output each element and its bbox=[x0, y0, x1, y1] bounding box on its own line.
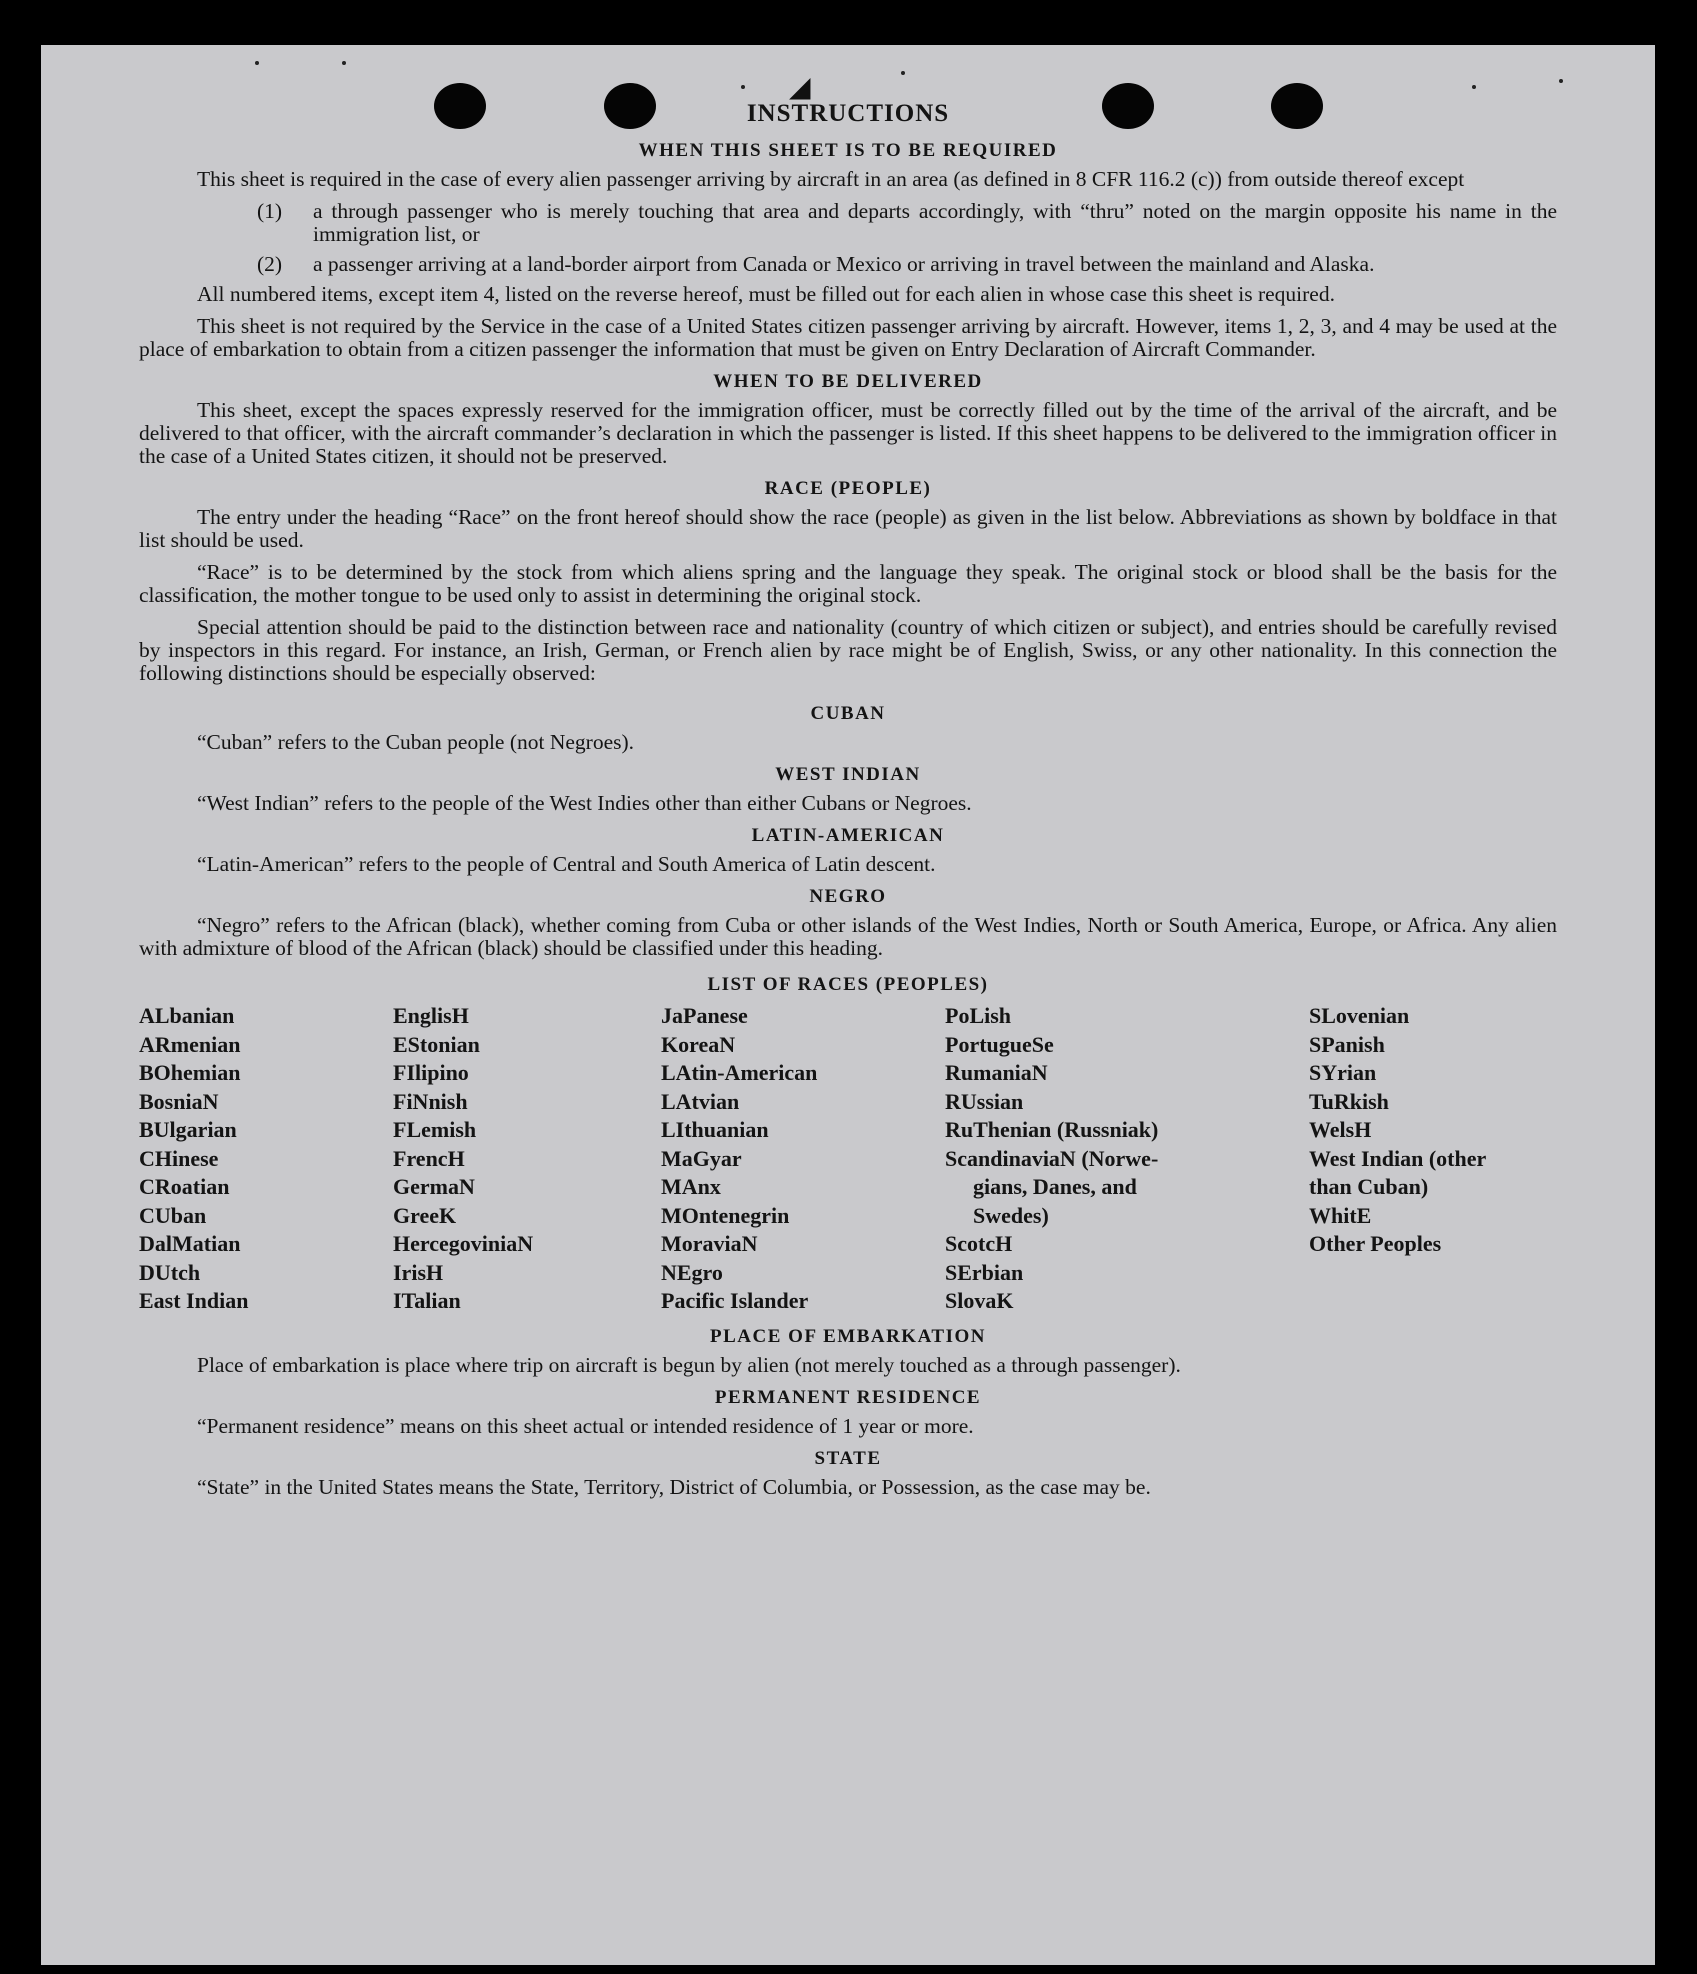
race-entry-continued: gians, Danes, and bbox=[973, 1174, 1137, 1199]
race-entry: East Indian bbox=[139, 1288, 249, 1313]
heading-cuban: CUBAN bbox=[810, 703, 886, 724]
race-entry: MOntenegrin bbox=[661, 1202, 790, 1228]
race-entry: FLemish bbox=[393, 1117, 477, 1142]
race-entry: LAtin-American bbox=[661, 1060, 818, 1085]
race-entry: PortugueSe bbox=[945, 1031, 1054, 1057]
speck bbox=[342, 61, 346, 65]
race-entry: KoreaN bbox=[661, 1031, 736, 1057]
heading-place-of-embarkation: PLACE OF EMBARKATION bbox=[710, 1325, 986, 1347]
race-entry: MAnx bbox=[661, 1174, 721, 1199]
races-column-4 bbox=[945, 1002, 1309, 1316]
heading-list-of-races: LIST OF RACES (PEOPLES) bbox=[707, 974, 989, 995]
race-entry: ARmenian bbox=[139, 1031, 241, 1057]
race-entry: FIlipino bbox=[393, 1060, 469, 1085]
definition-negro: “Negro” refers to the African (black), whether coming from Cuba or other islands of the West Indies, North or South America, Europe, or Africa. Any alien with admixture of blood of the African (black) should be classified under this heading. bbox=[139, 913, 1557, 960]
race-entry: CHinese bbox=[139, 1145, 219, 1171]
race-entry: SErbian bbox=[945, 1259, 1024, 1285]
race-entry: JaPanese bbox=[661, 1003, 748, 1028]
heading-race: RACE (PEOPLE) bbox=[764, 478, 932, 499]
list-item bbox=[139, 200, 1557, 246]
list-item bbox=[139, 253, 1557, 276]
heading-state: STATE bbox=[814, 1447, 882, 1469]
definition-west-indian: “West Indian” refers to the people of the West Indies other than either Cubans or Negroes. bbox=[197, 791, 972, 815]
race-entry: CRoatian bbox=[139, 1174, 230, 1199]
race-entry: LIthuanian bbox=[661, 1117, 769, 1142]
race-entry: EStonian bbox=[393, 1031, 480, 1057]
race-entry: RUssian bbox=[945, 1088, 1024, 1114]
paragraph: This sheet is required in the case of every alien passenger arriving by aircraft in an area (as defined in 8 CFR 116.2 (c)) from outside thereof except bbox=[197, 167, 1465, 191]
race-entry: WhitE bbox=[1309, 1202, 1372, 1228]
race-entry-continued: Swedes) bbox=[973, 1202, 1049, 1228]
race-entry: SPanish bbox=[1309, 1031, 1385, 1057]
race-entry: ScotcH bbox=[945, 1231, 1013, 1256]
race-entry: SlovaK bbox=[945, 1288, 1014, 1313]
speck bbox=[255, 61, 259, 65]
speck bbox=[1472, 85, 1476, 89]
races-column-3 bbox=[661, 1002, 945, 1316]
document-sheet bbox=[41, 45, 1655, 1965]
race-entry: West Indian (other bbox=[1309, 1145, 1487, 1171]
race-entry: FrencH bbox=[393, 1145, 465, 1171]
race-entry: ALbanian bbox=[139, 1003, 235, 1028]
paragraph: Special attention should be paid to the distinction between race and nationality (country of which citizen or subject), and entries should be carefully revised by inspectors in this regard. For instance, an Irish, German, or French alien by race might be of English, Swiss, or any other nationality. In this connection the following distinctions should be especially observed: bbox=[139, 615, 1557, 685]
race-entry: GreeK bbox=[393, 1202, 457, 1228]
races-column-5 bbox=[1309, 1002, 1557, 1316]
race-entry: RumaniaN bbox=[945, 1060, 1048, 1085]
definition-residence: “Permanent residence” means on this sheet actual or intended residence of 1 year or more. bbox=[197, 1413, 974, 1438]
race-entry: MoraviaN bbox=[661, 1231, 758, 1256]
definition-cuban: “Cuban” refers to the Cuban people (not Negroes). bbox=[197, 730, 635, 754]
definition-embarkation: Place of embarkation is place where trip on aircraft is begun by alien (not merely touched as a through passenger). bbox=[197, 1352, 1181, 1377]
heading-negro: NEGRO bbox=[809, 886, 887, 907]
definition-state: “State” in the United States means the State, Territory, District of Columbia, or Possession, as the case may be. bbox=[197, 1474, 1151, 1499]
item-number: (2) bbox=[257, 252, 283, 276]
races-list bbox=[139, 1002, 1557, 1316]
speck bbox=[741, 85, 745, 89]
race-entry: ITalian bbox=[393, 1288, 461, 1313]
race-entry: HercegoviniaN bbox=[393, 1231, 534, 1256]
speck bbox=[901, 71, 905, 75]
race-entry: IrisH bbox=[393, 1259, 444, 1285]
race-entry: Pacific Islander bbox=[661, 1288, 809, 1313]
item-number: (1) bbox=[257, 199, 283, 223]
race-entry: SLovenian bbox=[1309, 1003, 1410, 1028]
race-entry: BosniaN bbox=[139, 1088, 219, 1114]
paragraph: All numbered items, except item 4, listed on the reverse hereof, must be filled out for each alien in whose case this sheet is required. bbox=[197, 282, 1335, 306]
race-entry: SYrian bbox=[1309, 1060, 1377, 1085]
race-entry: BUlgarian bbox=[139, 1117, 237, 1142]
race-entry: ScandinaviaN (Norwe- bbox=[945, 1145, 1159, 1171]
speck bbox=[1559, 79, 1563, 83]
race-entry: MaGyar bbox=[661, 1145, 742, 1171]
race-entry: DalMatian bbox=[139, 1231, 241, 1256]
item-text: a through passenger who is merely touching that area and departs accordingly, with “thru” noted on the margin opposite his name in the immigration list, or bbox=[313, 199, 1557, 246]
races-column-2 bbox=[393, 1002, 661, 1316]
paragraph: This sheet, except the spaces expressly reserved for the immigration officer, must be correctly filled out by the time of the arrival of the aircraft, and be delivered to that officer, with the aircraft commander’s declaration in which the passenger is listed. If this sheet happens to be delivered to the immigration officer in the case of a United States citizen, it should not be preserved. bbox=[139, 398, 1557, 468]
race-entry: FiNnish bbox=[393, 1088, 468, 1114]
race-entry: EnglisH bbox=[393, 1003, 469, 1028]
race-entry: TuRkish bbox=[1309, 1088, 1389, 1114]
race-entry-continued: than Cuban) bbox=[1309, 1174, 1429, 1199]
race-entry: GermaN bbox=[393, 1174, 475, 1199]
race-entry: BOhemian bbox=[139, 1060, 241, 1085]
heading-when-required: WHEN THIS SHEET IS TO BE REQUIRED bbox=[638, 140, 1058, 161]
page-title: INSTRUCTIONS bbox=[746, 100, 950, 127]
paragraph: This sheet is not required by the Service in the case of a United States citizen passenger arriving by aircraft. However, items 1, 2, 3, and 4 may be used at the place of embarkation to obtain from a citizen passenger the information that must be given on Entry Declaration of Aircraft Commander. bbox=[139, 314, 1557, 361]
race-entry: WelsH bbox=[1309, 1117, 1372, 1142]
race-entry: PoLish bbox=[945, 1003, 1012, 1028]
race-entry: CUban bbox=[139, 1202, 207, 1228]
race-entry: LAtvian bbox=[661, 1088, 740, 1114]
race-entry: NEgro bbox=[661, 1259, 723, 1285]
item-text: a passenger arriving at a land-border airport from Canada or Mexico or arriving in travel between the mainland and Alaska. bbox=[313, 252, 1375, 276]
race-entry: DUtch bbox=[139, 1259, 201, 1285]
stray-mark: ◢ bbox=[789, 72, 811, 103]
definition-latin-american: “Latin-American” refers to the people of Central and South America of Latin descent. bbox=[197, 852, 936, 876]
races-column-1 bbox=[139, 1002, 393, 1316]
heading-latin-american: LATIN-AMERICAN bbox=[751, 825, 945, 846]
instructions-body bbox=[139, 100, 1557, 1508]
heading-west-indian: WEST INDIAN bbox=[775, 764, 921, 785]
race-entry: RuThenian (Russniak) bbox=[945, 1117, 1159, 1142]
heading-permanent-residence: PERMANENT RESIDENCE bbox=[714, 1386, 982, 1408]
paragraph: “Race” is to be determined by the stock from which aliens spring and the language they speak. The original stock or blood shall be the basis for the classification, the mother tongue to be used only to assist in determining the original stock. bbox=[139, 560, 1557, 607]
heading-when-delivered: WHEN TO BE DELIVERED bbox=[713, 371, 983, 392]
race-entry: Other Peoples bbox=[1309, 1231, 1442, 1256]
paragraph: The entry under the heading “Race” on the front hereof should show the race (people) as given in the list below. Abbreviations as shown by boldface in that list should be used. bbox=[139, 505, 1557, 552]
